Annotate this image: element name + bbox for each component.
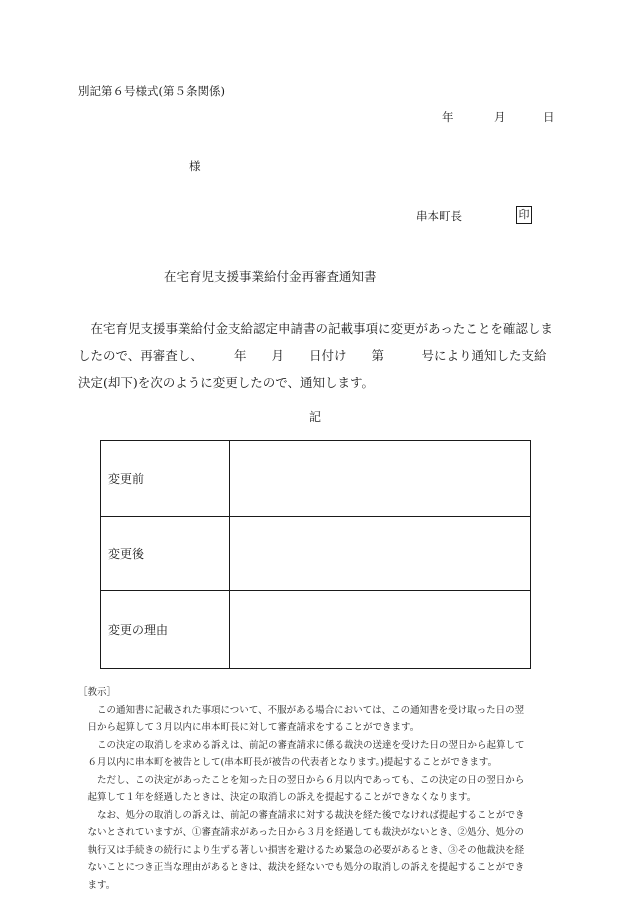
notice-line: ないことにつき正当な理由があるときは、裁決を経ないでも処分の取消しの訴えを提起することができ [78,862,525,873]
row-value-before [230,441,531,517]
date-month-label: 月 [494,110,506,124]
document-title: 在宅育児支援事業給付金再審査通知書 [164,269,377,284]
notice-line: ただし、この決定があったことを知った日の翌日から６月以内であっても、この決定の日の翌日から [78,774,525,786]
form-number: 別記第６号様式(第５条関係) [78,84,225,98]
change-table [100,440,531,669]
notice-line: ６月以内に串本町を被告として(串本町長が被告の代表者となります。)提起することができます。 [78,757,498,768]
row-value-after [230,517,531,591]
body-line: 決定(却下)を次のように変更したので、通知します。 [78,375,375,390]
table-row [101,591,531,669]
row-label-after: 変更後 [101,517,230,591]
row-value-reason [230,591,531,669]
addressee-suffix: 様 [189,159,201,173]
ki-heading: 記 [309,410,322,424]
issuer-name: 串本町長 [416,209,462,223]
row-label-before: 変更前 [101,441,230,517]
notice-line: ます。 [78,879,116,891]
body-line: 在宅育児支援事業給付金支給認定申請書の記載事項に変更があったことを確認しま [78,321,553,336]
table-row [101,441,531,517]
notice-heading: ［教示］ [78,687,117,698]
notice-section [78,684,563,894]
table-row [101,517,531,591]
date-year-label: 年 [442,110,454,124]
date-day-label: 日 [543,110,555,124]
seal-stamp-box: 印 [516,206,532,224]
body-paragraph [78,315,558,396]
notice-line: 執行又は手続きの続行により生ずる著しい損害を避けるため緊急の必要があるとき、③その他裁決を経 [78,844,525,856]
notice-line: ないとされていますが、①審査請求があった日から３月を経過しても裁決がないとき、②処分、処分の [78,827,525,838]
body-line: したので、再審査し、 年 月 日付け 第 号により通知した支給 [78,348,547,363]
notice-line: 日から起算して３月以内に串本町長に対して審査請求をすることができます。 [78,722,420,733]
notice-line: 起算して１年を経過したときは、決定の取消しの訴えを提起することができなくなります。 [78,792,477,803]
row-label-reason: 変更の理由 [101,591,230,669]
notice-line: なお、処分の取消しの訴えは、前記の審査請求に対する裁決を経た後でなければ提起することができ [78,809,525,821]
notice-line: この通知書に記載された事項について、不服がある場合においては、この通知書を受け取った日の翌 [78,704,525,716]
notice-line: この決定の取消しを求める訴えは、前記の審査請求に係る裁決の送達を受けた日の翌日から起算して [78,739,525,751]
